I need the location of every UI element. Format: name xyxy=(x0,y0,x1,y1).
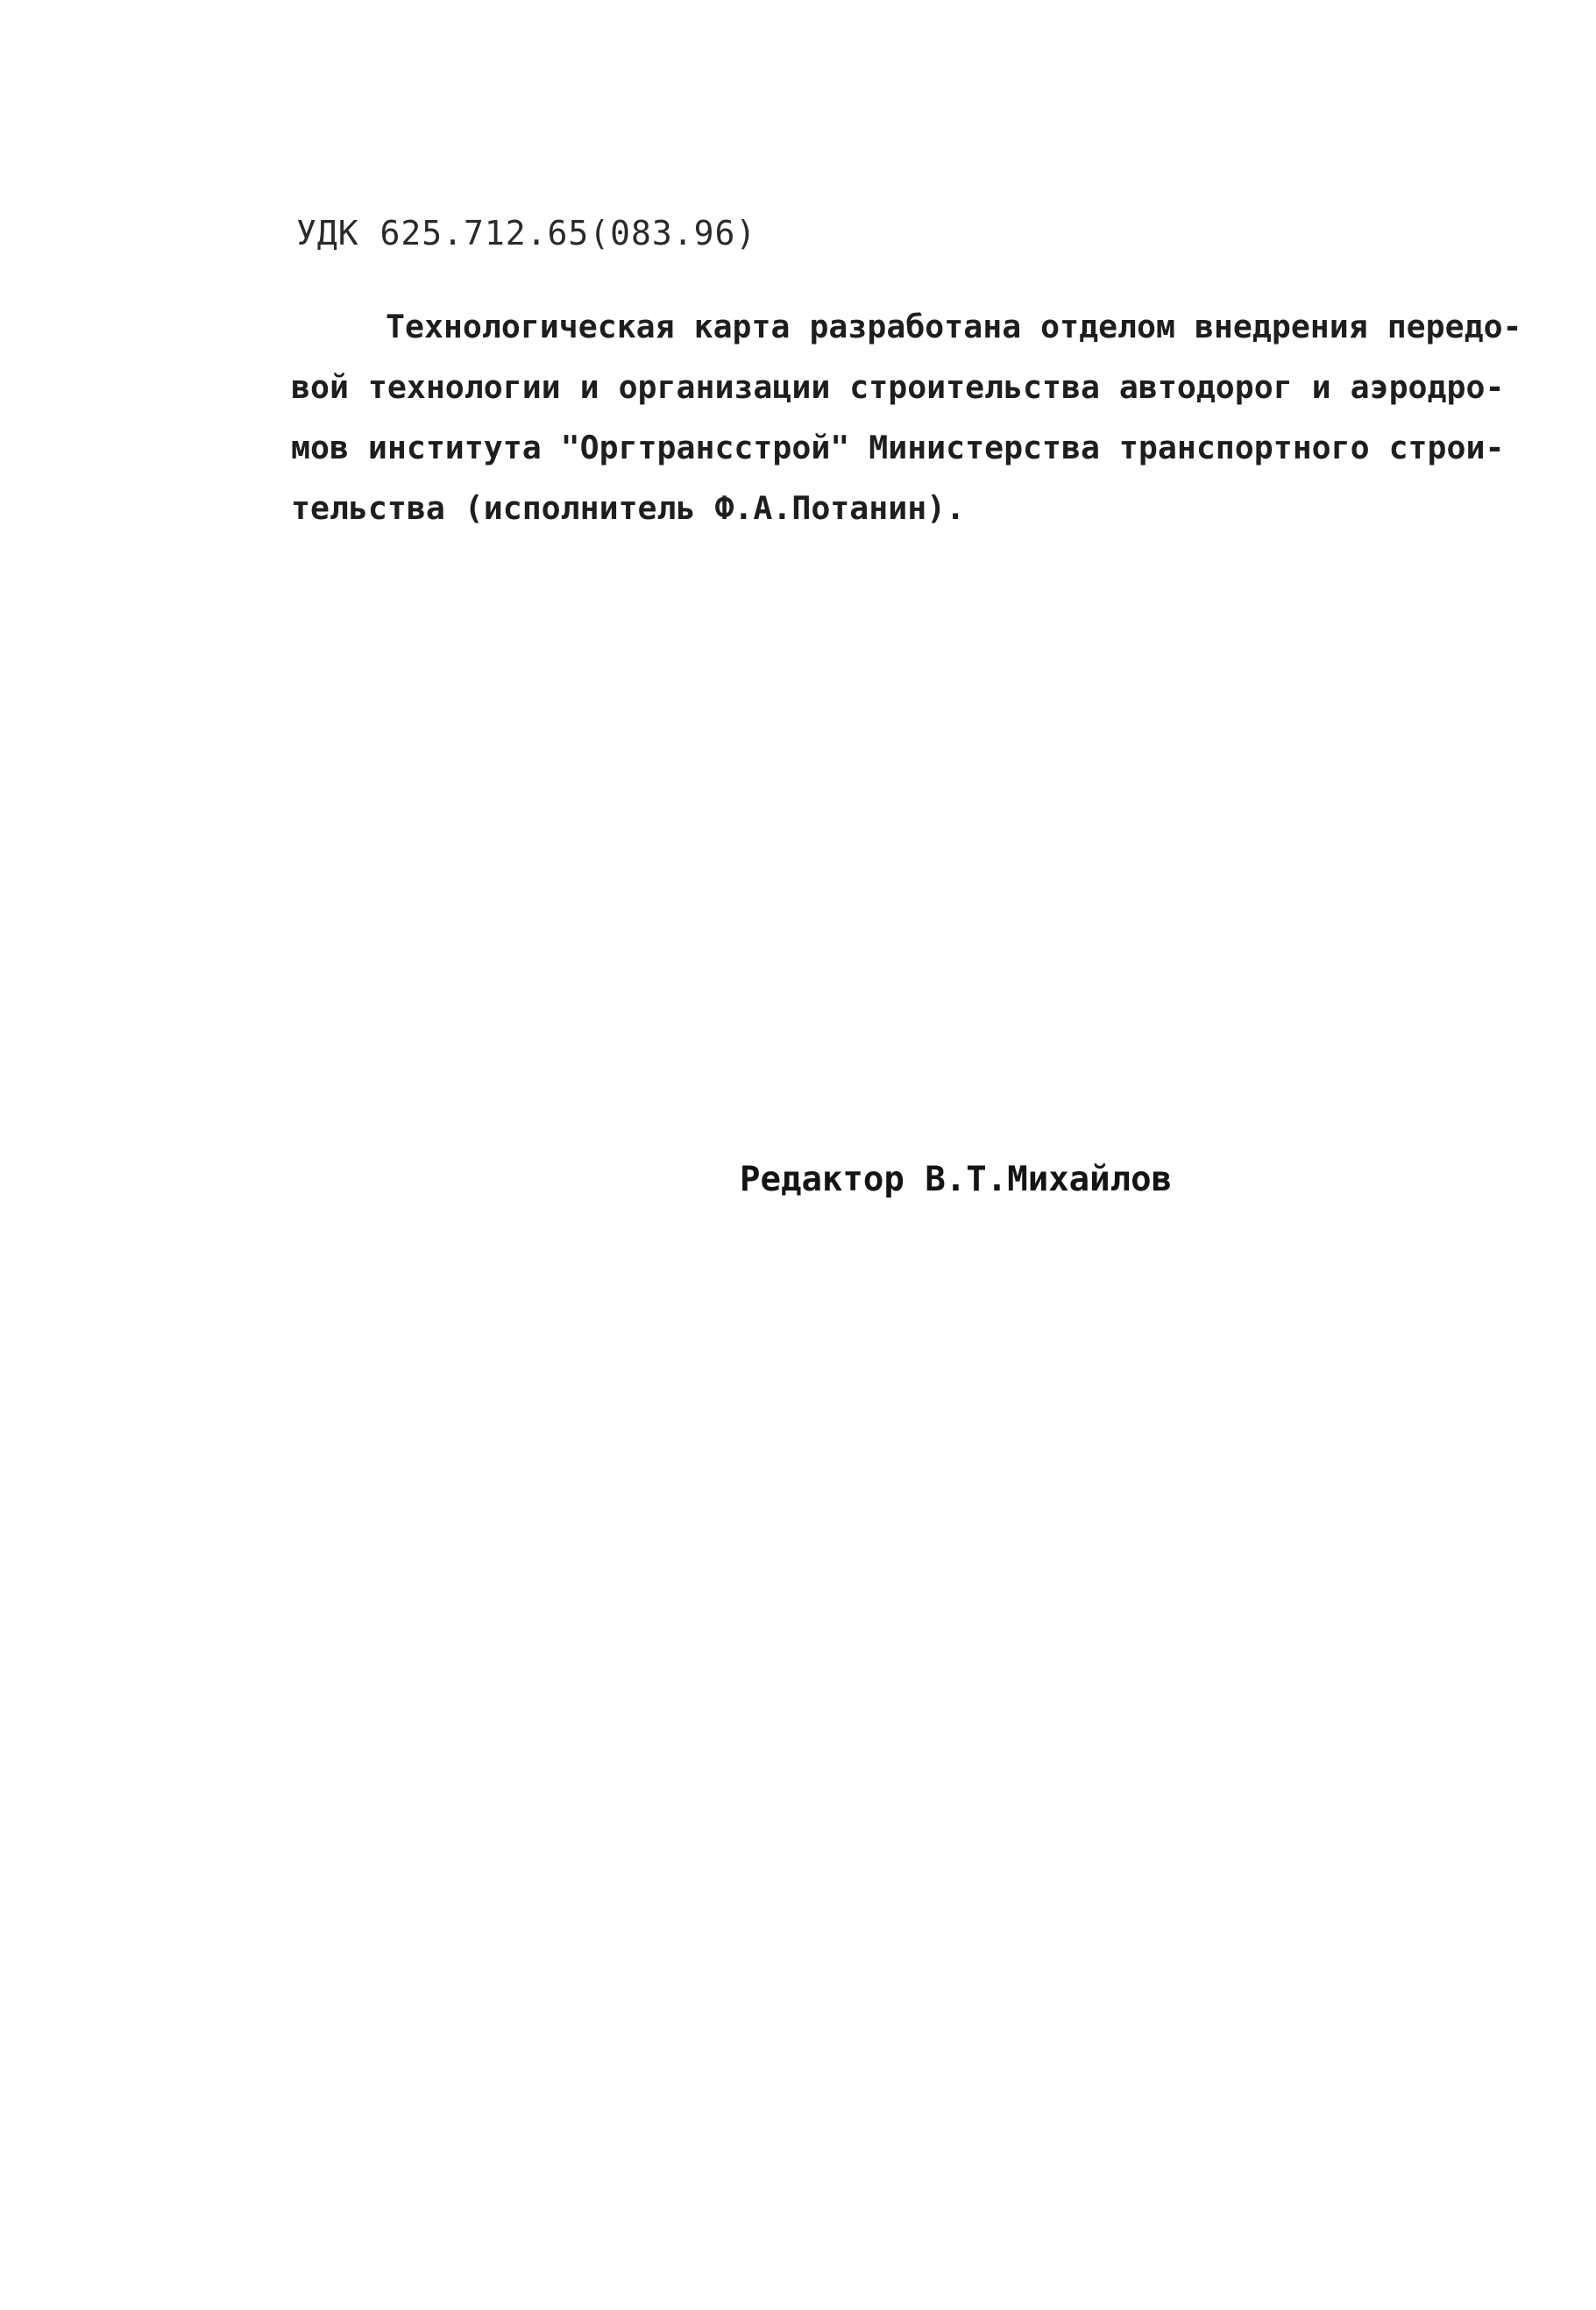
paragraph-line: мов института "Оргтрансстрой" Министерства транспортного строи- xyxy=(291,429,1505,466)
credits-paragraph xyxy=(291,296,1522,538)
paragraph-line: вой технологии и организации строительства автодорог и аэродро- xyxy=(291,368,1505,406)
udk-code: УДК 625.712.65(083.96) xyxy=(296,214,757,252)
editor-credit: Редактор В.Т.Михайлов xyxy=(740,1160,1173,1199)
paragraph-line: Технологическая карта разработана отделом внедрения передо- xyxy=(386,308,1522,345)
paragraph-line: тельства (исполнитель Ф.А.Потанин). xyxy=(291,489,966,527)
